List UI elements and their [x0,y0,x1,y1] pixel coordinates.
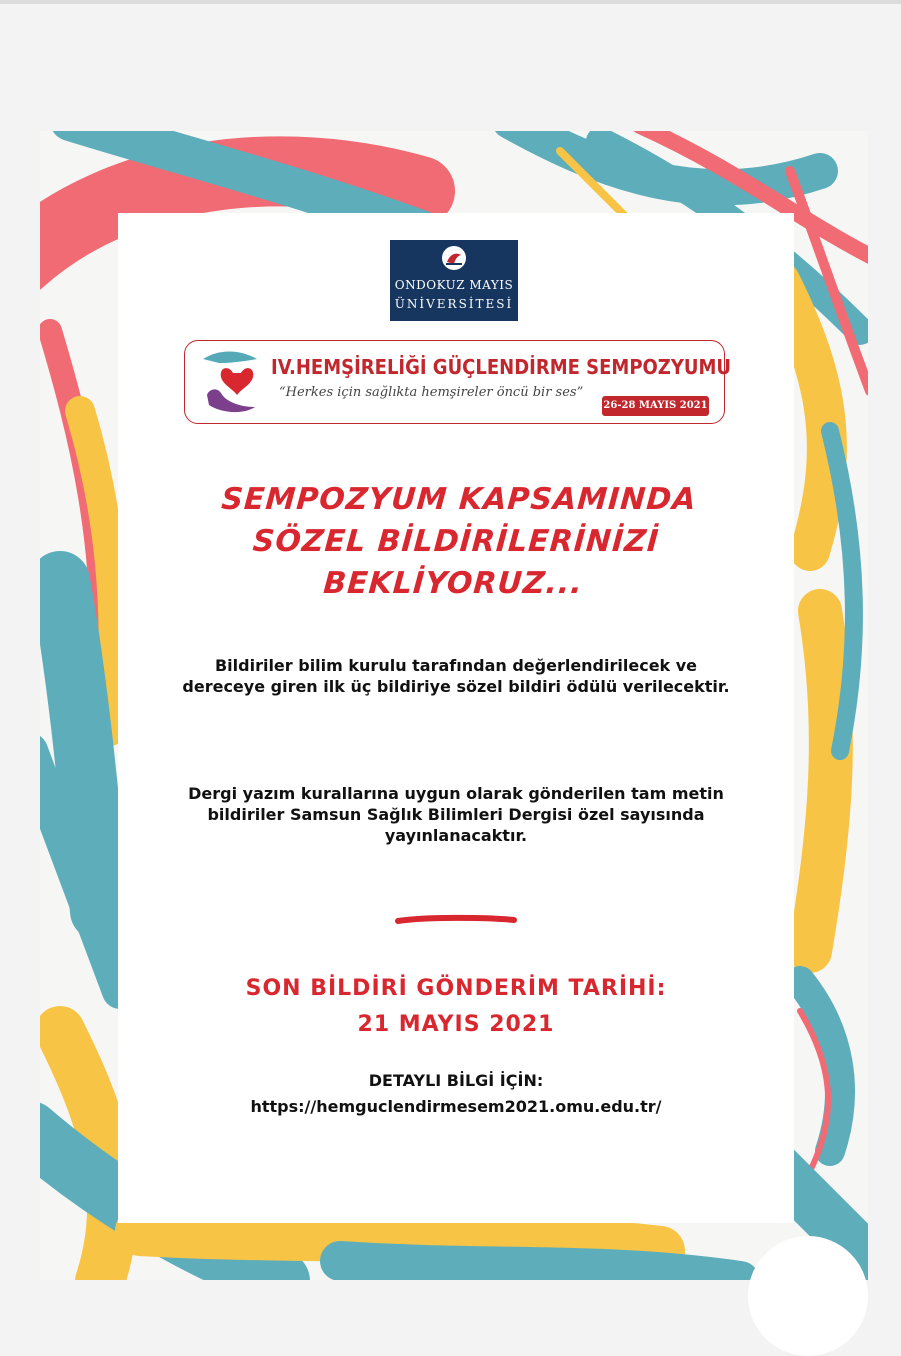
deadline-date: 21 MAYIS 2021 [357,1012,555,1037]
headline [114,479,799,605]
university-logo [390,240,518,321]
deadline-block [118,971,794,1043]
caring-hands-heart-icon [199,345,271,421]
symposium-banner [184,340,731,424]
paragraph-award: Bildiriler bilim kurulu tarafından değerlendirilecek ve dereceye giren ilk üç bildiriye sözel bildiri ödülü verilecektir. [182,656,730,696]
floating-circle [748,1236,868,1356]
poster [40,131,868,1280]
banner-motto: “Herkes için sağlıkta hemşireler öncü bir ses” [279,385,584,400]
logo-line-2: ÜNİVERSİTESİ [394,297,514,311]
university-emblem-icon [440,244,468,272]
brush-divider [394,914,518,926]
banner-title: IV.HEMŞİRELİĞİ GÜÇLENDİRME SEMPOZYUMU [271,355,731,379]
banner-dates-badge: 26-28 MAYIS 2021 [602,396,709,416]
info-label: DETAYLI BİLGİ İÇİN: [368,1071,544,1090]
paragraph-journal: Dergi yazım kurallarına uygun olarak gönderilen tam metin bildiriler Samsun Sağlık Bilimleri Dergisi özel sayısında yayınlanacaktır. [188,784,724,845]
logo-line-1: ONDOKUZ MAYIS [394,278,514,292]
top-bar [0,0,901,4]
headline-line-1: SEMPOZYUM KAPSAMINDA [220,482,698,517]
headline-line-2: SÖZEL BİLDİRİLERİNİZİ [251,524,661,559]
headline-line-3: BEKLİYORUZ... [322,566,585,601]
poster-card [118,213,794,1223]
info-url-link[interactable]: https://hemguclendirmesem2021.omu.edu.tr/ [250,1097,662,1116]
deadline-label: SON BİLDİRİ GÖNDERİM TARİHİ: [245,976,667,1001]
